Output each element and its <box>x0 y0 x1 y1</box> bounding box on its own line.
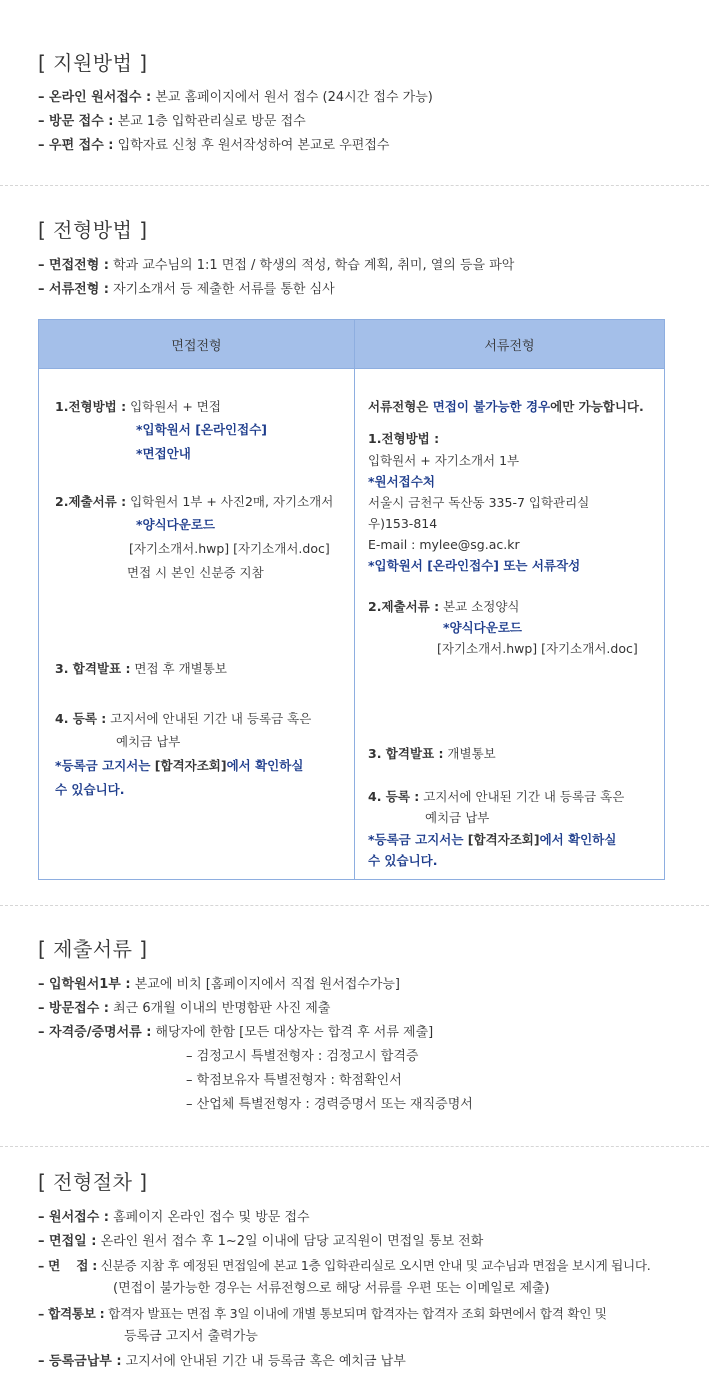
online-apply-link[interactable]: *입학원서 [온라인접수] 또는 서류작성 <box>368 558 581 573</box>
list-item <box>38 281 335 299</box>
file-links[interactable]: [자기소개서.hwp] [자기소개서.doc] <box>129 541 330 556</box>
interview-cell <box>39 369 355 880</box>
list-item <box>38 137 389 155</box>
step-text: 입학원서 + 자기소개서 1부 <box>368 453 520 468</box>
item-label: – 입학원서1부 : <box>38 977 131 992</box>
item-label: – 방문접수 : <box>38 1001 109 1016</box>
step-text: 고지서에 안내된 기간 내 등록금 혹은 <box>419 789 625 804</box>
list-item <box>38 89 433 107</box>
item-text: 학과 교수님의 1:1 면접 / 학생의 적성, 학습 계획, 취미, 열의 등을 파악 <box>108 258 515 273</box>
zipcode-text: 우)153-814 <box>368 516 438 531</box>
item-label: – 면 접 : <box>38 1258 97 1273</box>
step-label: 2.제출서류 : <box>368 599 440 614</box>
step-text: 면접 후 개별통보 <box>130 661 227 676</box>
form-download-link[interactable]: *양식다운로드 <box>443 620 522 635</box>
list-item <box>38 1209 310 1227</box>
item-text: 해당자에 한함 [모든 대상자는 합격 후 서류 제출] <box>151 1025 434 1040</box>
sub-list-item: – 학점보유자 특별전형자 : 학점확인서 <box>186 1073 402 1088</box>
step-text: 입학원서 + 면접 <box>126 399 221 414</box>
step-text: 고지서에 안내된 기간 내 등록금 혹은 <box>106 711 312 726</box>
item-label: – 우편 접수 : <box>38 138 114 153</box>
item-label: – 서류전형 : <box>38 282 109 297</box>
step-text: 예치금 납부 <box>116 734 181 749</box>
item-text: 본교 1층 입학관리실로 방문 접수 <box>113 114 306 129</box>
application-office-label: *원서접수처 <box>368 474 435 489</box>
tuition-note-cont: 수 있습니다. <box>368 853 438 868</box>
item-label: – 온라인 원서접수 : <box>38 90 152 105</box>
intro-highlight: 면접이 불가능한 경우 <box>432 399 551 414</box>
list-item <box>38 1257 650 1275</box>
item-label: – 면접전형 : <box>38 258 109 273</box>
item-text: 고지서에 안내된 기간 내 등록금 혹은 예치금 납부 <box>121 1354 406 1369</box>
step-label: 1.전형방법 : <box>55 399 127 414</box>
note-text: *등록금 고지서는 <box>55 758 155 773</box>
table-header-document: 서류전형 <box>355 320 665 369</box>
note-text: *등록금 고지서는 <box>368 832 468 847</box>
item-label: – 자격증/증명서류 : <box>38 1025 152 1040</box>
list-item-cont <box>124 1328 258 1346</box>
section-title-selection-method: [ 전형방법 ] <box>38 218 148 242</box>
list-item <box>38 976 400 994</box>
list-item <box>38 257 514 275</box>
table-header-interview: 면접전형 <box>39 320 355 369</box>
item-text: 온라인 원서 접수 후 1~2일 이내에 담당 교직원이 면접일 통보 전화 <box>96 1234 484 1249</box>
section-title-apply-method: [ 지원방법 ] <box>38 51 148 75</box>
item-text: 최근 6개월 이내의 반명함판 사진 제출 <box>108 1001 331 1016</box>
sub-list-item: – 산업체 특별전형자 : 경력증명서 또는 재직증명서 <box>186 1097 473 1112</box>
step-text: 입학원서 1부 + 사진2매, 자기소개서 <box>126 494 334 509</box>
section-title-documents: [ 제출서류 ] <box>38 937 148 961</box>
document-intro <box>368 398 644 416</box>
note-text: 에서 확인하실 <box>226 758 304 773</box>
intro-text: 서류전형은 <box>368 399 433 414</box>
step-label: 3. 합격발표 : <box>55 661 131 676</box>
document-cell <box>355 369 665 880</box>
item-text: 신분증 지참 후 예정된 면접일에 본교 1층 입학관리실로 오시면 안내 및 교수님과 면접을 보시게 됩니다. <box>96 1258 651 1273</box>
list-item <box>38 1024 433 1042</box>
item-label: – 면접일 : <box>38 1234 97 1249</box>
result-lookup-link[interactable]: [합격자조회] <box>467 832 540 847</box>
step-label: 2.제출서류 : <box>55 494 127 509</box>
note-text: 에서 확인하실 <box>539 832 617 847</box>
step-label: 3. 합격발표 : <box>368 746 444 761</box>
list-item <box>38 1000 330 1018</box>
item-label: – 합격통보 : <box>38 1306 105 1321</box>
interview-guide-link[interactable]: *면접안내 <box>136 446 191 461</box>
section-title-procedure: [ 전형절차 ] <box>38 1170 148 1194</box>
result-lookup-link[interactable]: [합격자조회] <box>154 758 227 773</box>
online-apply-link[interactable]: *입학원서 [온라인접수] <box>136 422 267 437</box>
item-text: 본교에 비치 [홈페이지에서 직접 원서접수가능] <box>130 977 401 992</box>
item-label: – 방문 접수 : <box>38 114 114 129</box>
intro-text: 에만 가능합니다. <box>550 399 644 414</box>
id-note: 면접 시 본인 신분증 지참 <box>127 565 264 580</box>
tuition-note-cont: 수 있습니다. <box>55 782 125 797</box>
step-text: 본교 소정양식 <box>439 599 520 614</box>
item-text: (면접이 불가능한 경우는 서류전형으로 해당 서류를 우편 또는 이메일로 제출) <box>113 1281 550 1296</box>
item-text: 입학자료 신청 후 원서작성하여 본교로 우편접수 <box>113 138 390 153</box>
item-text: 본교 홈페이지에서 원서 접수 (24시간 접수 가능) <box>151 90 433 105</box>
item-label: – 원서접수 : <box>38 1210 109 1225</box>
list-item-cont <box>113 1280 550 1298</box>
file-links[interactable]: [자기소개서.hwp] [자기소개서.doc] <box>437 641 638 656</box>
section-divider <box>0 1146 709 1147</box>
tuition-note <box>55 757 303 775</box>
section-divider <box>0 905 709 906</box>
sub-list-item: – 검정고시 특별전형자 : 검정고시 합격증 <box>186 1049 419 1064</box>
step-label: 1.전형방법 : <box>368 431 440 446</box>
item-text: 등록금 고지서 출력가능 <box>124 1329 258 1344</box>
step-text: 개별통보 <box>443 746 496 761</box>
form-download-link[interactable]: *양식다운로드 <box>136 517 215 532</box>
list-item <box>38 1353 406 1371</box>
item-text: 합격자 발표는 면접 후 3일 이내에 개별 통보되며 합격자는 합격자 조회 화면에서 합격 확인 및 <box>104 1306 607 1321</box>
step-text: 예치금 납부 <box>425 810 490 825</box>
list-item <box>38 1233 483 1251</box>
item-text: 홈페이지 온라인 접수 및 방문 접수 <box>108 1210 310 1225</box>
selection-table <box>38 319 665 880</box>
email-text: E-mail : mylee@sg.ac.kr <box>368 537 520 552</box>
list-item <box>38 1305 607 1323</box>
list-item <box>38 113 306 131</box>
item-text: 자기소개서 등 제출한 서류를 통한 심사 <box>108 282 335 297</box>
address-text: 서울시 금천구 독산동 335-7 입학관리실 <box>368 495 590 510</box>
tuition-note <box>368 831 616 849</box>
item-label: – 등록금납부 : <box>38 1354 122 1369</box>
section-divider <box>0 185 709 186</box>
step-label: 4. 등록 : <box>55 711 107 726</box>
step-label: 4. 등록 : <box>368 789 420 804</box>
